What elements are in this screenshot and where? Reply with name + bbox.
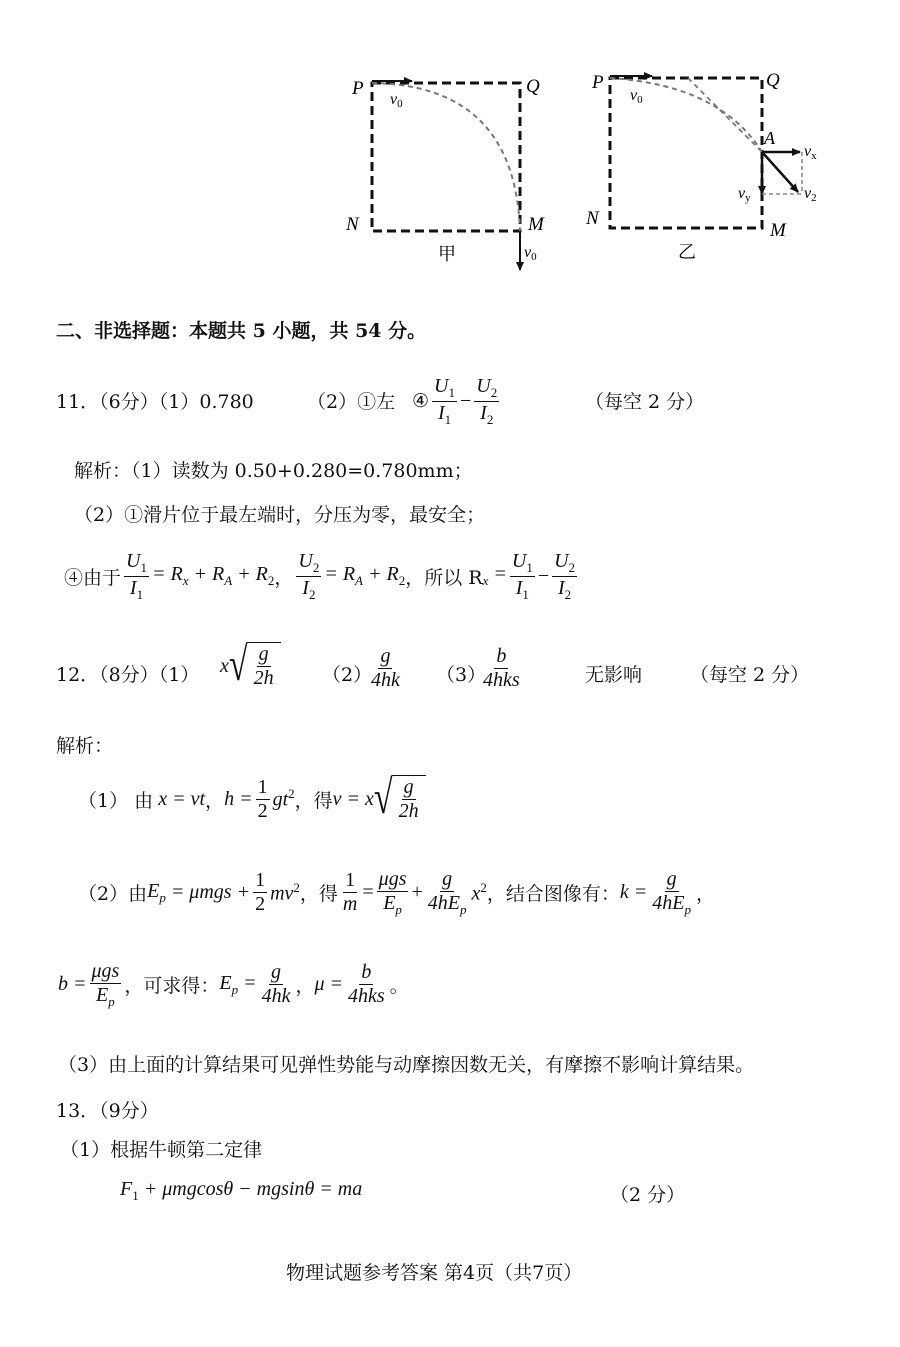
q12-head: 12．（8分）（1） xyxy=(56,664,200,686)
q12-part3: （3） xyxy=(436,664,487,686)
label-P: P xyxy=(592,72,604,93)
q11-head: 11．（6分）（1）0.780 xyxy=(56,391,254,413)
q13-score: （2 分） xyxy=(610,1184,686,1206)
label-v2: v2 xyxy=(804,185,817,204)
label-vy: vy xyxy=(738,185,751,204)
label-Q: Q xyxy=(526,76,540,97)
label-A: A xyxy=(764,128,775,148)
q11-answer4: ④ $\frac{U_1}{I_1}$ − $\frac{U_2}{I_2}$ xyxy=(412,375,498,427)
label-N: N xyxy=(586,208,599,229)
figure-jia xyxy=(330,60,570,280)
caption-jia: 甲 xyxy=(438,244,456,264)
label-M: M xyxy=(770,220,786,241)
q11-analysis-3: ④由于 $\frac{U_1}{I_1}$ = $R_x + R_A + R_2$ ， $\frac{U_2}{I_2}$ = $R_A + R_2$ ，所以 R $_x$ = $\frac{U_1}{I_1}$ − $\frac{U_2}{I_2}$ xyxy=(64,550,576,602)
label-M: M xyxy=(528,214,544,235)
q13-head: 13．（9分） xyxy=(56,1100,159,1122)
label-P: P xyxy=(352,78,364,99)
q11-analysis-2: （2）①滑片位于最左端时，分压为零，最安全； xyxy=(74,504,486,526)
q12-part3-analysis: （3）由上面的计算结果可见弹性势能与动摩擦因数无关，有摩擦不影响计算结果。 xyxy=(58,1054,755,1076)
q12-analysis: 解析： xyxy=(56,735,114,757)
q11-score: （每空 2 分） xyxy=(585,391,705,413)
q13-formula: $F_1 + \mu mgcos\theta - mgsin\theta$ = ma xyxy=(120,1178,363,1203)
q12-no-effect: 无影响 xyxy=(585,664,643,686)
q11-part2: （2）①左 xyxy=(307,391,396,413)
q12-answer2: $\frac{g}{4hk}$ xyxy=(371,645,400,691)
page-footer: 物理试题参考答案 第4页（共7页） xyxy=(286,1262,583,1284)
section-title: 二、非选择题：本题共 5 小题，共 54 分。 xyxy=(56,320,427,342)
caption-yi: 乙 xyxy=(678,242,696,262)
figure-yi xyxy=(580,60,840,270)
v2-arrow xyxy=(762,152,798,192)
q11-analysis-1: 解析：（1）读数为 0.50+0.280=0.780mm； xyxy=(74,460,473,482)
q12-answer1: x √ $\frac{g}{2h}$ xyxy=(220,642,281,690)
q12-analysis-2: （2）由 $E_p$ = μmgs + $\frac{1}{2}$ $mv^2$ ，得 $\frac{1}{m}$ = $\frac{\text{μgs}}{E_p}$ + $\frac{g}{4hE_p}$ $x^2$ ，结合图像有： k = $\frac{g}{4hE_p}$ ， xyxy=(78,868,715,917)
q12-score: （每空 2 分） xyxy=(690,664,810,686)
label-v0-bottom: v0 xyxy=(524,244,537,263)
label-Q: Q xyxy=(766,70,780,91)
label-v0-top: v0 xyxy=(390,91,403,110)
tangent-line xyxy=(688,78,762,152)
q12-part2: （2） xyxy=(322,664,373,686)
label-vx: vx xyxy=(804,143,817,162)
label-N: N xyxy=(346,214,359,235)
q12-answer3: $\frac{b}{\text{4hks}}$ xyxy=(483,645,520,691)
label-v0: v0 xyxy=(630,87,643,106)
q12-analysis-1: （1） 由 x = vt ， h = $\frac{1}{2}$ $gt^2$ ，得 v = x √ $\frac{g}{2h}$ xyxy=(78,775,426,823)
q13-part1: （1）根据牛顿第二定律 xyxy=(60,1139,263,1161)
q12-analysis-3: b = $\frac{\text{μgs}}{E_p}$ ，可求得： $E_p$ = $\frac{g}{4hk}$ ， μ = $\frac{b}{\text{4hks}}$ 。 xyxy=(58,960,409,1009)
